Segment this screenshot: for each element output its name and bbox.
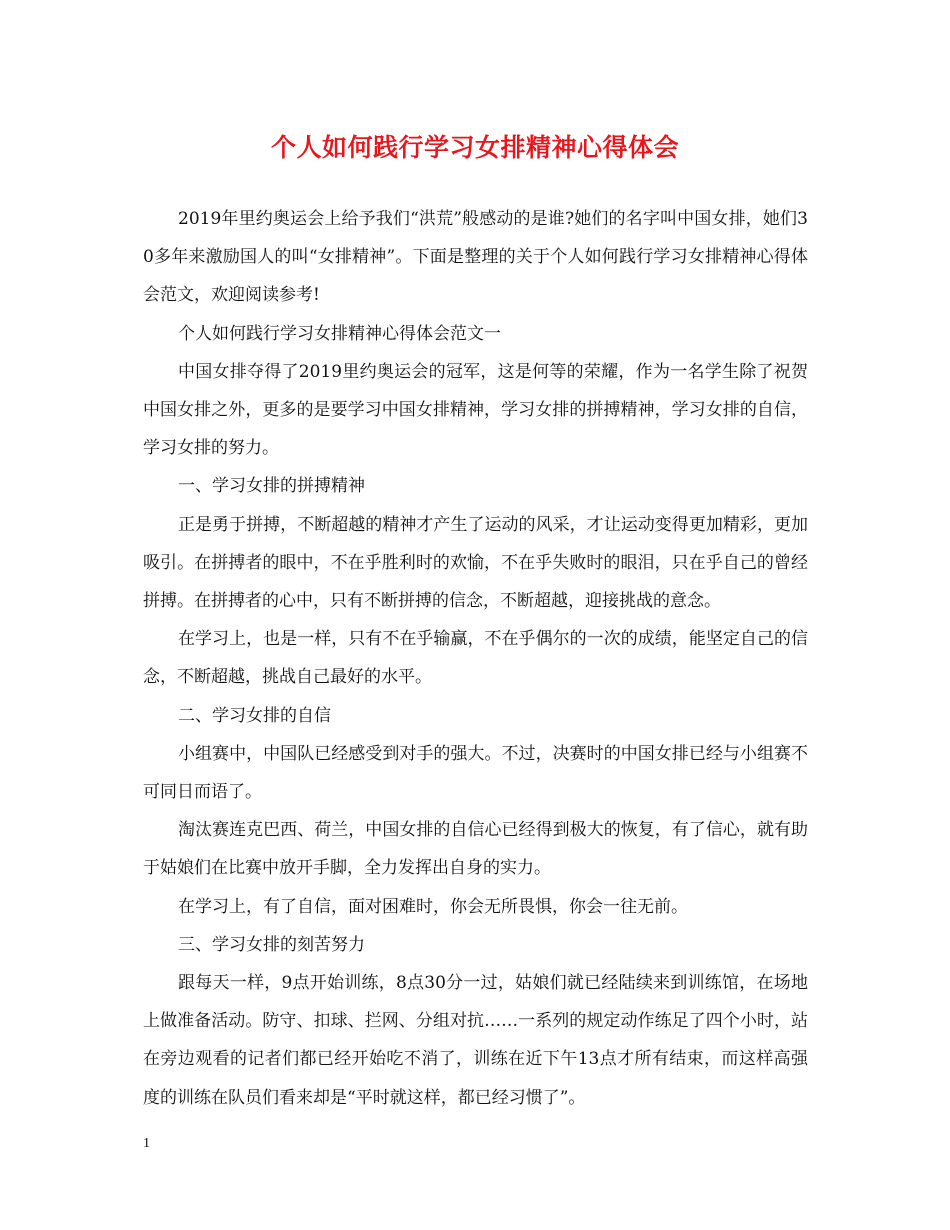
section-heading-fighting-spirit: 一、学习女排的拼搏精神	[178, 476, 365, 497]
body-paragraph: 在学习上，也是一样，只有不在乎输赢，不在乎偶尔的一次的成绩，能坚定自己的信念，不断超越，挑战自己最好的水平。	[143, 629, 808, 688]
body-paragraph: 淘汰赛连克巴西、荷兰，中国女排的自信心已经得到极大的恢复，有了信心，就有助于姑娘们在比赛中放开手脚，全力发挥出自身的实力。	[143, 820, 808, 879]
section-heading-essay-one: 个人如何践行学习女排精神心得体会范文一	[178, 323, 501, 344]
page-number: 1	[143, 1136, 150, 1151]
document-body	[143, 200, 808, 1117]
section-heading-confidence: 二、学习女排的自信	[178, 705, 331, 726]
body-paragraph: 跟每天一样，9点开始训练，8点30分一过，姑娘们就已经陆续来到训练馆，在场地上做准备活动。防守、扣球、拦网、分组对抗……一系列的规定动作练足了四个小时，站在旁边观看的记者们都已经开始吃不消了，训练在近下午13点才所有结束，而这样高强度的训练在队员们看来却是“平时就这样，都已经习惯了”。	[143, 973, 808, 1108]
body-paragraph: 正是勇于拼搏，不断超越的精神才产生了运动的风采，才让运动变得更加精彩，更加吸引。在拼搏者的眼中，不在乎胜利时的欢愉，不在乎失败时的眼泪，只在乎自己的曾经拼搏。在拼搏者的心中，只有不断拼搏的信念，不断超越，迎接挑战的意念。	[143, 514, 808, 612]
body-paragraph: 在学习上，有了自信，面对困难时，你会无所畏惧，你会一往无前。	[178, 896, 688, 917]
body-paragraph: 小组赛中，中国队已经感受到对手的强大。不过，决赛时的中国女排已经与小组赛不可同日而语了。	[143, 743, 808, 803]
document-title: 个人如何践行学习女排精神心得体会	[270, 133, 679, 162]
body-paragraph: 中国女排夺得了2019里约奥运会的冠军，这是何等的荣耀，作为一名学生除了祝贺中国女排之外，更多的是要学习中国女排精神，学习女排的拼搏精神，学习女排的自信，学习女排的努力。	[143, 361, 808, 459]
intro-paragraph: 2019年里约奥运会上给予我们“洪荒”般感动的是谁?她们的名字叫中国女排，她们30多年来激励国人的叫“女排精神”。下面是整理的关于个人如何践行学习女排精神心得体会范文，欢迎阅读参考!	[143, 209, 808, 306]
section-heading-hard-work: 三、学习女排的刻苦努力	[178, 934, 365, 955]
